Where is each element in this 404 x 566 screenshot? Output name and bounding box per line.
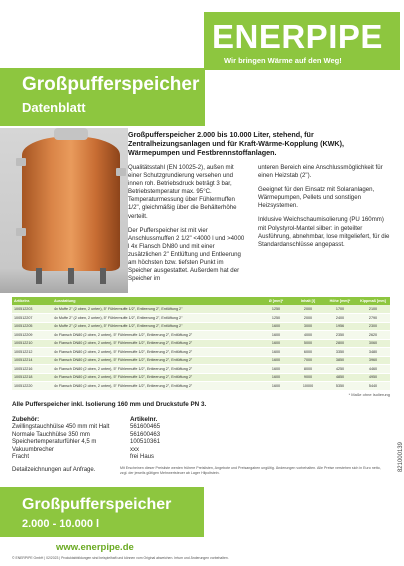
table-cell: 2100: [356, 305, 390, 314]
table-cell: 1250: [260, 305, 292, 314]
table-row: [12, 373, 390, 382]
table-cell: 2790: [356, 314, 390, 323]
tank-leg: [36, 268, 42, 284]
table-cell: 1600: [260, 322, 292, 331]
table-cell: 4x Muffe 2" (2 oben, 2 unten), 5" Fühlermuffe 1/2", Entleerung 2", Entlüftung 2": [52, 314, 260, 323]
table-cell: 4x Flansch DN80 (2 oben, 2 unten), 5" Fühlermuffe 1/2", Entleerung 2", Entlüftung 2": [52, 365, 260, 374]
tank-image: [12, 128, 128, 290]
description-column-1: [128, 164, 246, 289]
table-cell: 100512212: [12, 348, 52, 357]
logo-wordmark: ENERPIPE: [212, 18, 383, 55]
specs-table: [12, 297, 390, 391]
table-row: [12, 305, 390, 314]
table-row: [12, 382, 390, 391]
table-cell: 5440: [356, 382, 390, 391]
table-row: [12, 322, 390, 331]
description-column-2: [258, 164, 392, 255]
table-cell: 4460: [356, 365, 390, 374]
table-row: [12, 348, 390, 357]
column-header: Ausstattung: [52, 297, 260, 305]
website-link[interactable]: www.enerpipe.de: [56, 542, 134, 553]
table-cell: 8000: [292, 365, 324, 374]
tank-nozzle: [116, 168, 126, 176]
accessory-article-number: 561600465: [130, 424, 161, 430]
accessory-name: Speichertemperaturfühler 4,5 m: [12, 439, 97, 446]
table-row: [12, 365, 390, 374]
accessory-name: Zwillingstauchhülse 450 mm mit Halt: [12, 424, 110, 430]
tank-leg: [68, 268, 74, 284]
accessory-name: Fracht: [12, 454, 30, 461]
table-cell: 3000: [292, 322, 324, 331]
column-header: Ø [mm]*: [260, 297, 292, 305]
table-cell: 1600: [260, 365, 292, 374]
table-cell: 2300: [356, 322, 390, 331]
article-number-header: Artikelnr.: [130, 416, 158, 423]
table-row: [12, 356, 390, 365]
table-cell: 100512205: [12, 322, 52, 331]
footer-range: 2.000 - 10.000 l: [22, 518, 100, 530]
title-band: [0, 68, 205, 126]
table-cell: 3480: [356, 348, 390, 357]
table-cell: 4x Flansch DN80 (2 oben, 2 unten), 5" Fühlermuffe 1/2", Entleerung 2", Entlüftung 2": [52, 339, 260, 348]
table-footnote: * Maße ohne Isolierung: [348, 392, 390, 397]
footer-title: Großpufferspeicher: [22, 496, 172, 513]
table-cell: 4x Flansch DN80 (2 oben, 2 unten), 5" Fühlermuffe 1/2", Entleerung 2", Entlüftung 2": [52, 382, 260, 391]
accessory-article-number: 100510361: [130, 439, 161, 446]
table-cell: 100512210: [12, 339, 52, 348]
scope-note: Alle Pufferspeicher inkl. Isolierung 160 mm und Druckstufe PN 3.: [12, 401, 207, 408]
table-cell: 4x Flansch DN80 (2 oben, 2 unten), 5" Fühlermuffe 1/2", Entleerung 2", Entlüftung 2": [52, 373, 260, 382]
table-cell: 4x Flansch DN80 (2 oben, 2 unten), 5" Fühlermuffe 1/2", Entleerung 2", Entlüftung 2": [52, 356, 260, 365]
tank-body: [22, 136, 120, 271]
tank-top-flange: [54, 128, 88, 140]
page-subtitle: Datenblatt: [22, 100, 86, 115]
table-cell: 100512203: [12, 305, 52, 314]
table-cell: 2800: [324, 339, 356, 348]
table-cell: 4x Flansch DN80 (2 oben, 2 unten), 5" Fühlermuffe 1/2", Entleerung 2", Entlüftung 2": [52, 348, 260, 357]
tank-nozzle: [16, 158, 26, 166]
table-cell: 2000: [292, 314, 324, 323]
description-paragraph: Der Pufferspeicher ist mit vier Anschlussmuffen 2 1/2" <4000 l und >4000 l 4x Flansch DN80 und mit einer zusätzlichen 2" Entlüftung und Entleerung am höchsten bzw. tiefsten Punkt im Speicher ausgestattet. Außerdem hat der Speicher im: [128, 226, 245, 283]
table-cell: 100512218: [12, 373, 52, 382]
brand-slogan: Wir bringen Wärme auf den Weg!: [224, 56, 342, 65]
table-cell: 100512220: [12, 382, 52, 391]
table-cell: 2400: [324, 314, 356, 323]
table-cell: 2350: [324, 331, 356, 340]
table-cell: 100512216: [12, 365, 52, 374]
description-paragraph: unteren Bereich eine Anschlussmöglichkeit für einen Heizstab (2").: [258, 164, 383, 180]
accessories-header: Zubehör:: [12, 416, 40, 423]
page-header: [0, 0, 400, 138]
table-cell: 9000: [292, 373, 324, 382]
table-cell: 7000: [292, 356, 324, 365]
column-header: Artikelnr.: [12, 297, 52, 305]
table-row: [12, 314, 390, 323]
column-header: Höhe [mm]*: [324, 297, 356, 305]
table-cell: 1600: [260, 339, 292, 348]
table-cell: 100512209: [12, 331, 52, 340]
description-paragraph: Geeignet für den Einsatz mit Solaranlagen, Wärmepumpen, Pellets und sonstigen Heizsystemen.: [258, 186, 375, 210]
request-note: Detailzeichnungen auf Anfrage.: [12, 467, 96, 473]
accessory-name: Vakuumbrecher: [12, 446, 54, 453]
table-cell: 2620: [356, 331, 390, 340]
document-number: 821000139: [398, 442, 404, 473]
copyright-notice: © ENERPIPE GmbH | 02/2023 | Produktabbildungen sind beispielhaft und können vom Original abweichen. Irrtum und Änderungen vorbehalten.: [12, 556, 229, 560]
table-cell: 100512214: [12, 356, 52, 365]
table-row: [12, 331, 390, 340]
accessory-article-number: frei Haus: [130, 454, 155, 461]
table-header-row: [12, 297, 390, 305]
table-cell: 100512207: [12, 314, 52, 323]
table-cell: 3850: [324, 356, 356, 365]
accessory-name: Normale Tauchhülse 350 mm: [12, 431, 90, 438]
table-cell: 4x Flansch DN80 (2 oben, 2 unten), 5" Fühlermuffe 1/2", Entleerung 2", Entlüftung 2": [52, 331, 260, 340]
table-cell: 4x Muffe 2" (2 oben, 2 unten), 5" Fühlermuffe 1/2", Entleerung 2", Entlüftung 2": [52, 305, 260, 314]
table-row: [12, 339, 390, 348]
column-header: Kippmaß [mm]: [356, 297, 390, 305]
intro-text: Großpufferspeicher 2.000 bis 10.000 Liter, stehend, für Zentralheizungsanlagen und für Kraft-Wärme-Kopplung (KWK), Wärmepumpen und Festbrennstoffanlagen.: [128, 130, 345, 157]
description-paragraph: Inklusive Weichschaumisolierung (PU 160mm) mit Polystyrol-Mantel silber: in geteilter Ausführung, abnehmbar, lose mitgeliefert, für die Standardanschlüsse angepasst.: [258, 216, 390, 248]
accessories-numbers: [130, 424, 160, 462]
table-cell: 1600: [260, 356, 292, 365]
accessory-article-number: xxx: [130, 446, 139, 453]
table-cell: 3960: [356, 356, 390, 365]
brand-logo: [204, 12, 400, 70]
table-cell: 5000: [292, 339, 324, 348]
table-cell: 1956: [324, 322, 356, 331]
table-cell: 1600: [260, 331, 292, 340]
table-cell: 4x Muffe 2" (2 oben, 2 unten), 5" Fühlermuffe 1/2", Entleerung 2", Entlüftung 2": [52, 322, 260, 331]
table-cell: 5350: [324, 382, 356, 391]
table-cell: 6000: [292, 348, 324, 357]
table-cell: 10000: [292, 382, 324, 391]
description-paragraph: Qualitätsstahl (EN 10025-2), außen mit einer Schutzgrundierung versehen und innen roh. Betriebsdruck beträgt 3 bar, Betriebstemperatur max. 95°C. Temperaturmessung über Fühlermuffen 1/2", gleichmäßig über die Behälterhöhe verteilt.: [128, 164, 237, 220]
footer-band: [0, 487, 204, 537]
accessory-article-number: 561600463: [130, 431, 161, 438]
column-header: Inhalt [l]: [292, 297, 324, 305]
legal-notice: Mit Erscheinen dieser Preisliste werden frühere Preislisten, Angebote und Preisangaben ungültig. Änderungen vorbehalten. Alle Preise verstehen sich in Euro netto, zzgl. der jeweils gültigen Mehrwertsteuer ab Lager Hilpoltstein.: [120, 466, 381, 475]
table-cell: 3350: [324, 348, 356, 357]
tank-nozzle: [16, 228, 26, 236]
page-title: Großpufferspeicher: [22, 74, 200, 95]
accessories-names: [12, 424, 109, 462]
table-cell: 1700: [324, 305, 356, 314]
table-cell: 4000: [292, 331, 324, 340]
table-cell: 2000: [292, 305, 324, 314]
table-cell: 1600: [260, 348, 292, 357]
table-cell: 1250: [260, 314, 292, 323]
table-cell: 1600: [260, 373, 292, 382]
table-cell: 4850: [324, 373, 356, 382]
tank-leg: [100, 268, 106, 284]
table-cell: 1600: [260, 382, 292, 391]
table-cell: 4250: [324, 365, 356, 374]
table-cell: 3060: [356, 339, 390, 348]
table-cell: 4950: [356, 373, 390, 382]
